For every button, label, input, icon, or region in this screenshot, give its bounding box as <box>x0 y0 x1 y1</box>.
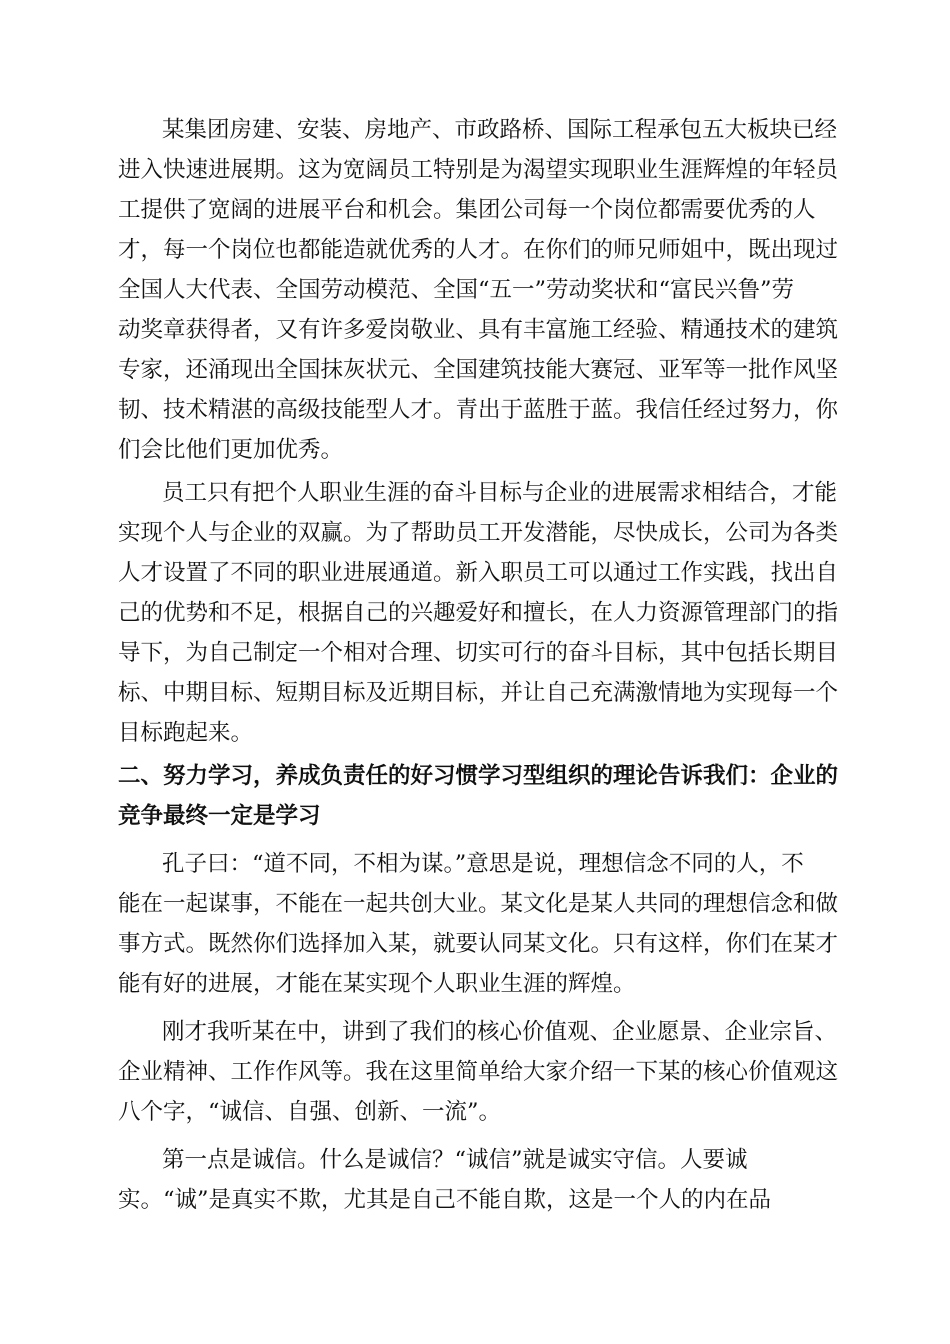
paragraph-3-line-1: 孔子曰：“道不同，不相为谋。”意思是说，理想信念不同的人，不 <box>162 851 804 877</box>
paragraph-5-line-1: 第一点是诚信。什么是诚信？“诚信”就是诚实守信。人要诚 <box>162 1147 748 1173</box>
paragraph-2-line-4: 己的优势和不足，根据自己的兴趣爱好和擅长，在人力资源管理部门的指 <box>118 600 839 626</box>
paragraph-1-line-1: 某集团房建、安装、房地产、市政路桥、国际工程承包五大板块已经 <box>162 117 838 143</box>
paragraph-3-line-3: 事方式。既然你们选择加入某，就要认同某文化。只有这样，你们在某才 <box>118 931 839 957</box>
paragraph-2-line-2: 实现个人与企业的双赢。为了帮助员工开发潜能，尽快成长，公司为各类 <box>118 520 839 546</box>
paragraph-2-line-5: 导下，为自己制定一个相对合理、切实可行的奋斗目标，其中包括长期目 <box>118 640 839 666</box>
paragraph-1-line-4: 才，每一个岗位也都能造就优秀的人才。在你们的师兄师姐中，既出现过 <box>118 237 839 263</box>
paragraph-1-line-7: 专家，还涌现出全国抹灰状元、全国建筑技能大赛冠、亚军等一批作风坚 <box>118 357 839 383</box>
paragraph-5-line-2: 实。“诚”是真实不欺，尤其是自己不能自欺，这是一个人的内在品 <box>118 1187 772 1213</box>
paragraph-3-line-2: 能在一起谋事，不能在一起共创大业。某文化是某人共同的理想信念和做 <box>118 891 839 917</box>
paragraph-1-line-2: 进入快速进展期。这为宽阔员工特别是为渴望实现职业生涯辉煌的年轻员 <box>118 157 839 183</box>
paragraph-2-line-3: 人才设置了不同的职业进展通道。新入职员工可以通过工作实践，找出自 <box>118 560 839 586</box>
paragraph-1-line-9: 们会比他们更加优秀。 <box>118 437 344 463</box>
paragraph-3-line-4: 能有好的进展，才能在某实现个人职业生涯的辉煌。 <box>118 971 636 997</box>
section-heading-line-1: 二、努力学习，养成负责任的好习惯学习型组织的理论告诉我们：企业的 <box>118 763 839 789</box>
section-heading-line-2: 竞争最终一定是学习 <box>118 803 321 829</box>
paragraph-2-line-7: 目标跑起来。 <box>118 720 254 746</box>
paragraph-1-line-8: 韧、技术精湛的高级技能型人才。青出于蓝胜于蓝。我信任经过努力，你 <box>118 397 839 423</box>
paragraph-4-line-3: 八个字，“诚信、自强、创新、一流”。 <box>118 1099 502 1125</box>
paragraph-4-line-2: 企业精神、工作作风等。我在这里简单给大家介绍一下某的核心价值观这 <box>118 1059 839 1085</box>
paragraph-2-line-6: 标、中期目标、短期目标及近期目标，并让自己充满激情地为实现每一个 <box>118 680 839 706</box>
paragraph-1-line-5: 全国人大代表、全国劳动模范、全国“五一”劳动奖状和“富民兴鲁”劳 <box>118 277 795 303</box>
paragraph-4-line-1: 刚才我听某在中，讲到了我们的核心价值观、企业愿景、企业宗旨、 <box>162 1019 838 1045</box>
paragraph-2-line-1: 员工只有把个人职业生涯的奋斗目标与企业的进展需求相结合，才能 <box>162 480 838 506</box>
paragraph-1-line-3: 工提供了宽阔的进展平台和机会。集团公司每一个岗位都需要优秀的人 <box>118 197 816 223</box>
paragraph-1-line-6: 动奖章获得者，又有许多爱岗敬业、具有丰富施工经验、精通技术的建筑 <box>118 317 839 343</box>
